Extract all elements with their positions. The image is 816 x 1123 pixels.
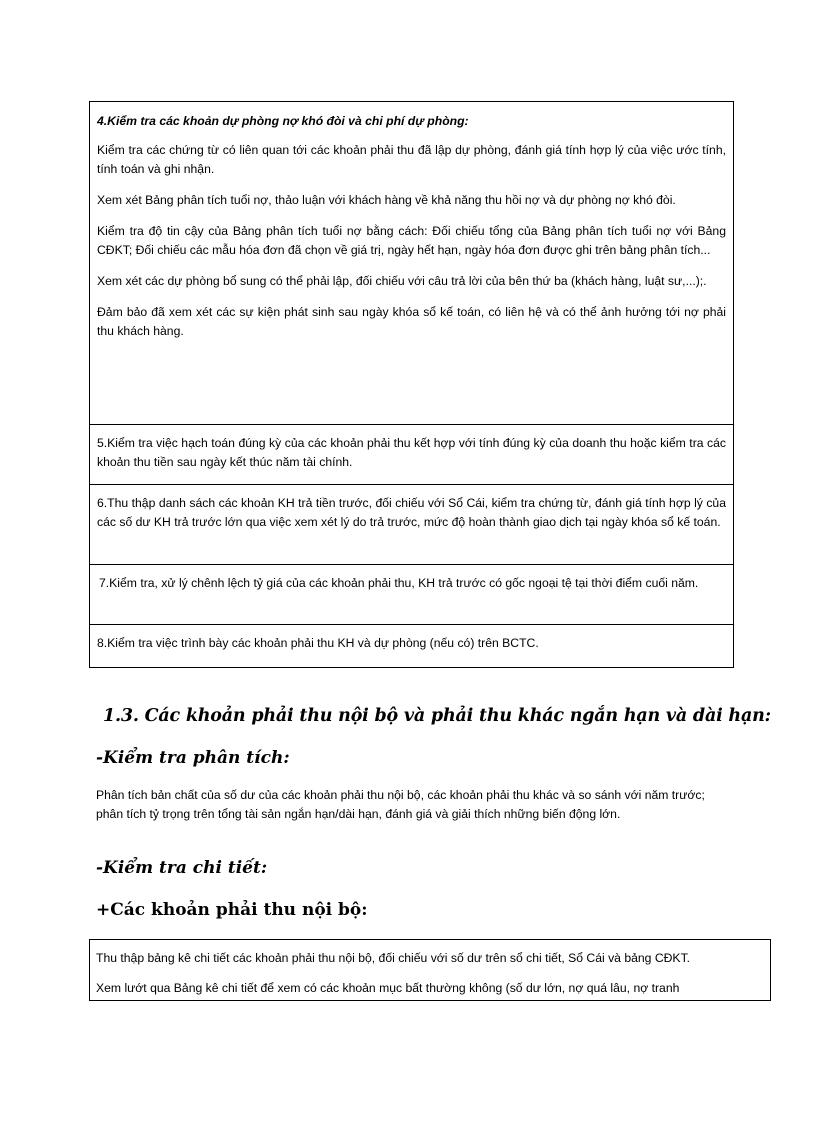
- box-paragraph: Xem lướt qua Bảng kê chi tiết để xem có các khoản mục bất thường không (số dư lớn, nợ quá lâu, nợ tranh: [96, 981, 680, 995]
- table-row: [90, 564, 733, 624]
- box-paragraph: Thu thập bảng kê chi tiết các khoản phải thu nội bộ, đối chiếu với số dư trên sổ chi tiết, Sổ Cái và bảng CĐKT.: [96, 951, 691, 965]
- section-title: 1.3. Các khoản phải thu nội bộ và phải thu khác ngắn hạn và dài hạn:: [103, 706, 771, 726]
- row-paragraph: 5.Kiểm tra việc hạch toán đúng kỳ của các khoản phải thu kết hợp với tính đúng kỳ của doanh thu hoặc kiểm tra các khoản thu tiền sau ngày kết thúc năm tài chính.: [97, 436, 726, 469]
- row-paragraph: 7.Kiểm tra, xử lý chênh lệch tỷ giá của các khoản phải thu, KH trả trước có gốc ngoại tệ tại thời điểm cuối năm.: [99, 576, 699, 590]
- internal-receivables-box: [89, 939, 771, 1001]
- row-heading: 4.Kiểm tra các khoản dự phòng nợ khó đòi và chi phí dự phòng:: [97, 114, 469, 128]
- row-paragraph: Xem xét Bảng phân tích tuổi nợ, thảo luận với khách hàng về khả năng thu hồi nợ và dự phòng nợ khó đòi.: [97, 193, 676, 207]
- audit-procedures-table: [89, 101, 734, 668]
- analysis-text: Phân tích bản chất của số dư của các khoản phải thu nội bộ, các khoản phải thu khác và so sánh với năm trước; phân tích tỷ trọng trên tổng tài sản ngắn hạn/dài hạn, đánh giá và giải thích những biến động lớn.: [96, 788, 705, 821]
- table-row: [90, 624, 733, 667]
- row-paragraph: Đảm bảo đã xem xét các sự kiện phát sinh sau ngày khóa sổ kế toán, có liên hệ và có thể ảnh hưởng tới nợ phải thu khách hàng.: [97, 305, 726, 338]
- table-row: [90, 424, 733, 484]
- row-paragraph: 8.Kiểm tra việc trình bày các khoản phải thu KH và dự phòng (nếu có) trên BCTC.: [97, 636, 539, 650]
- table-row: [90, 102, 733, 424]
- row-paragraph: Kiểm tra các chứng từ có liên quan tới các khoản phải thu đã lập dự phòng, đánh giá tính hợp lý của việc ước tính, tính toán và ghi nhận.: [97, 143, 726, 176]
- table-row: [90, 484, 733, 564]
- row-paragraph: Xem xét các dự phòng bổ sung có thể phải lập, đối chiếu với câu trả lời của bên thứ ba (khách hàng, luật sư,...);.: [97, 274, 707, 288]
- row-paragraph: 6.Thu thập danh sách các khoản KH trả tiền trước, đối chiếu với Sổ Cái, kiểm tra chứng từ, đánh giá tính hợp lý của các số dư KH trả trước lớn qua việc xem xét lý do trả trước, mức độ hoàn thành giao dịch tại ngày khóa sổ kế toán.: [97, 496, 726, 529]
- analysis-heading: -Kiểm tra phân tích:: [96, 748, 290, 768]
- row-paragraph: Kiểm tra độ tin cậy của Bảng phân tích tuổi nợ bằng cách: Đối chiếu tổng của Bảng phân tích tuổi nợ với Bảng CĐKT; Đối chiếu các mẫu hóa đơn đã chọn về giá trị, ngày hết hạn, ngày hóa đơn được ghi trên bảng phân tích...: [97, 224, 726, 257]
- detail-heading: -Kiểm tra chi tiết:: [96, 858, 268, 878]
- internal-receivables-heading: +Các khoản phải thu nội bộ:: [96, 900, 368, 920]
